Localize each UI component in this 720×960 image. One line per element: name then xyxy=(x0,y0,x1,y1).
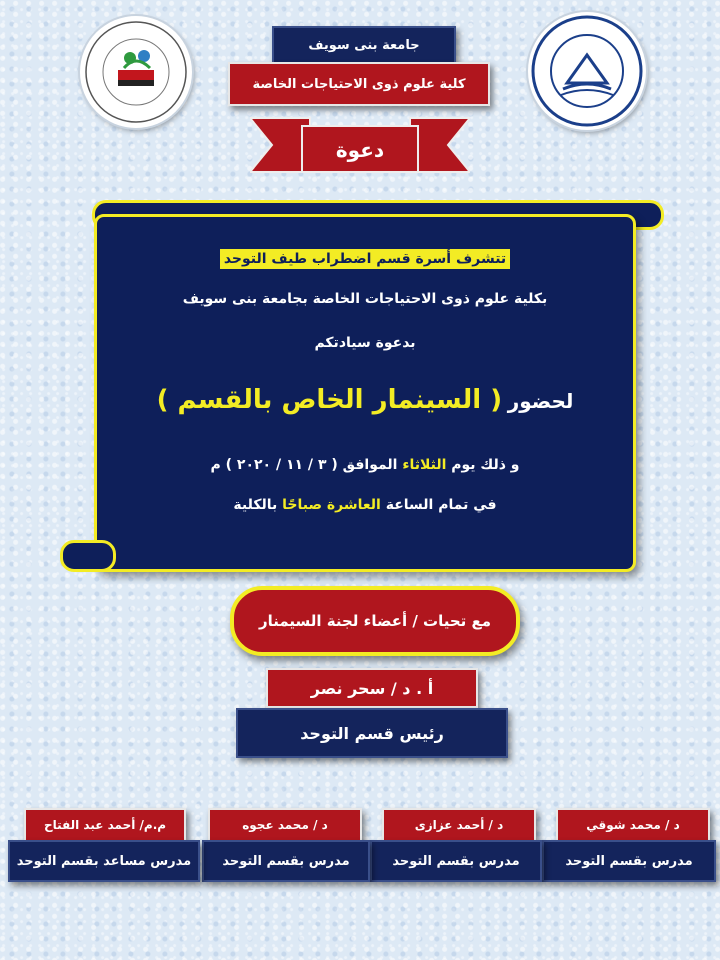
staff-1-role: مدرس بقسم التوحد xyxy=(565,853,693,869)
invitation-line-2: بكلية علوم ذوى الاحتياجات الخاصة بجامعة بنى سويف xyxy=(182,291,548,307)
greeting-badge xyxy=(230,586,520,656)
staff-4-name-box xyxy=(24,808,186,842)
staff-4-name: م.م/ أحمد عبد الفتاح xyxy=(43,818,167,832)
invitation-title: دعوة xyxy=(335,138,385,162)
staff-3-name: د / محمد عجوه xyxy=(242,818,328,832)
staff-3-name-box xyxy=(208,808,362,842)
staff-1-role-box xyxy=(542,840,716,882)
staff-4-role-box xyxy=(8,840,200,882)
invitation-line-4 xyxy=(97,385,633,415)
faculty-name-box xyxy=(228,62,490,106)
faculty-logo-graphic xyxy=(84,20,188,124)
greeting-text: مع تحيات / أعضاء لجنة السيمنار xyxy=(258,612,492,630)
scroll-bottom-roll xyxy=(60,540,116,572)
university-logo-graphic xyxy=(531,15,643,127)
staff-2-name: د / أحمد عزازى xyxy=(414,818,504,832)
university-name-box xyxy=(272,26,456,64)
staff-2-name-box xyxy=(382,808,536,842)
time-label: في تمام الساعة xyxy=(385,497,497,513)
day-name: الثلاثاء xyxy=(402,457,447,473)
department-highlight: تتشرف أسرة قسم اضطراب طيف التوحد xyxy=(220,249,510,269)
invitation-scroll xyxy=(94,214,636,572)
day-label: و ذلك يوم xyxy=(451,457,520,473)
staff-3-role: مدرس بقسم التوحد xyxy=(222,853,350,869)
date-text: الموافق ( ٣ / ١١ / ٢٠٢٠ ) م xyxy=(210,457,398,473)
staff-4-role: مدرس مساعد بقسم التوحد xyxy=(16,853,192,869)
staff-1-name: د / محمد شوقي xyxy=(586,818,680,832)
faculty-name: كلية علوم ذوى الاحتياجات الخاصة xyxy=(252,76,466,92)
time-value: العاشرة صباحًا xyxy=(282,497,381,513)
event-name: ( السينمار الخاص بالقسم ) xyxy=(156,385,503,415)
head-role: رئيس قسم التوحد xyxy=(300,723,444,743)
staff-3-role-box xyxy=(202,840,370,882)
location-text: بالكلية xyxy=(233,497,278,513)
staff-1-name-box xyxy=(556,808,710,842)
staff-2-role-box xyxy=(370,840,542,882)
head-name: أ . د / سحر نصر xyxy=(310,678,434,698)
university-logo xyxy=(528,12,646,130)
attend-label: لحضور xyxy=(507,389,574,413)
head-role-box xyxy=(236,708,508,758)
invitation-line-3: بدعوة سيادتكم xyxy=(314,335,416,351)
university-name: جامعة بنى سويف xyxy=(308,37,420,53)
head-name-box xyxy=(266,668,478,708)
invitation-line-6 xyxy=(97,497,633,513)
faculty-logo xyxy=(80,16,192,128)
invitation-line-5 xyxy=(97,457,633,473)
invitation-line-1 xyxy=(97,251,633,267)
staff-2-role: مدرس بقسم التوحد xyxy=(392,853,520,869)
